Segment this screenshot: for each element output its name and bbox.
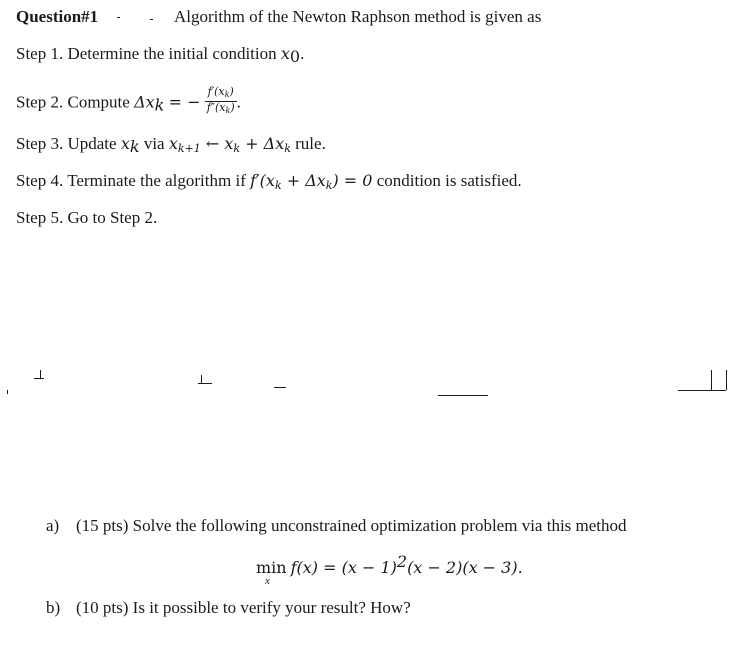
scan-mark bbox=[726, 370, 727, 390]
scan-mark bbox=[438, 395, 488, 396]
min-operator: min x bbox=[256, 558, 287, 587]
step-5 bbox=[16, 208, 157, 228]
scan-mark bbox=[198, 383, 212, 384]
step-3-text-c: rule. bbox=[295, 134, 326, 153]
step-2-label: Step 2. bbox=[16, 92, 64, 112]
step-4-label: Step 4. bbox=[16, 171, 64, 190]
equation-body: $(x) = (x - 1)^2(x - 2)(x - 3)$. bbox=[296, 552, 523, 577]
step-3-var-sub: k bbox=[129, 137, 140, 156]
scan-mark bbox=[7, 390, 8, 394]
part-b-label: b) bbox=[46, 598, 61, 617]
part-a bbox=[46, 516, 627, 536]
step-3-text-a: Update bbox=[67, 134, 117, 153]
step-2-text: Compute bbox=[67, 92, 130, 112]
step-2-lhs: Δx bbox=[134, 92, 155, 112]
scan-mark bbox=[711, 370, 712, 390]
step-1-var-sub: 0 bbox=[289, 47, 301, 66]
step-4-text-b: condition is satisfied. bbox=[376, 171, 522, 190]
objective-equation bbox=[256, 552, 523, 587]
step-3-label: Step 3. bbox=[16, 134, 64, 153]
part-b-text: (10 pts) Is it possible to verify your result? How? bbox=[76, 598, 411, 617]
step-3-text-b: via bbox=[143, 134, 165, 153]
part-a-label: a) bbox=[46, 516, 60, 535]
step-2-end: . bbox=[236, 92, 241, 112]
step-2 bbox=[16, 85, 241, 119]
step-3 bbox=[16, 134, 326, 156]
step-2-denominator: $f''(x_k)$ bbox=[206, 101, 235, 115]
step-2-equals: = − bbox=[168, 92, 201, 112]
question-title: Question#1 bbox=[16, 7, 99, 26]
step-1 bbox=[16, 44, 304, 66]
step-3-rule: $x_{k+1}$ ← $x_k + \Delta x_k$ bbox=[168, 134, 291, 155]
step-5-text: Go to Step 2. bbox=[67, 208, 158, 227]
scan-mark bbox=[40, 370, 41, 378]
part-b bbox=[46, 598, 411, 618]
question-intro: Algorithm of the Newton Raphson method is given as bbox=[174, 7, 542, 26]
step-4 bbox=[16, 171, 522, 192]
scan-mark bbox=[34, 378, 44, 379]
step-1-label: Step 1. bbox=[16, 44, 64, 63]
part-a-text: (15 pts) Solve the following unconstrained optimization problem via this method bbox=[76, 516, 627, 535]
step-1-end: . bbox=[300, 44, 305, 63]
step-2-lhs-sub: k bbox=[154, 95, 165, 115]
scan-mark bbox=[201, 375, 202, 383]
step-4-expression: $f'(x_k + \Delta x_k) = 0$ bbox=[250, 171, 373, 192]
step-2-fraction bbox=[205, 86, 237, 117]
step-5-label: Step 5. bbox=[16, 208, 64, 227]
step-4-text-a: Terminate the algorithm if bbox=[67, 171, 246, 190]
step-2-numerator: $f'(x_k)$ bbox=[205, 86, 237, 102]
step-3-var: x bbox=[120, 134, 130, 153]
equation-f: f bbox=[290, 558, 297, 577]
scan-mark bbox=[117, 17, 120, 18]
scan-mark bbox=[274, 387, 286, 388]
scan-mark bbox=[678, 390, 726, 391]
step-1-var: x bbox=[280, 44, 290, 63]
step-1-text: Determine the initial condition bbox=[67, 44, 277, 63]
scan-mark bbox=[150, 19, 153, 20]
